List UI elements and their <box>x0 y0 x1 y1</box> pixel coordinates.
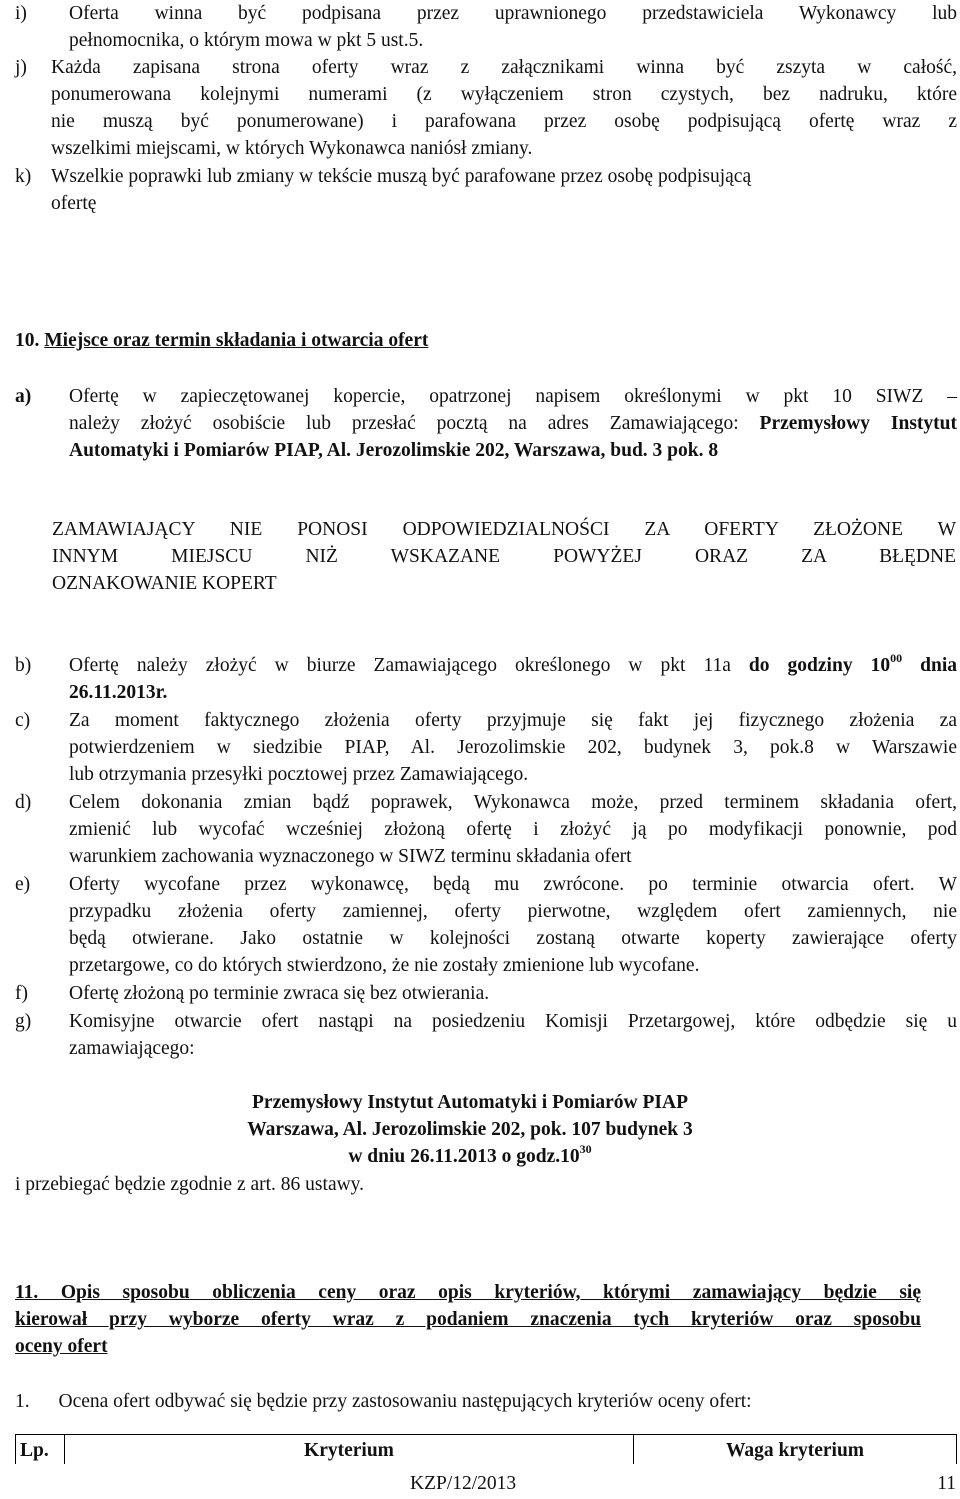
item-label: e) <box>15 874 31 895</box>
deadline-time <box>748 651 958 676</box>
item-text-line: Komisyjne otwarcie ofert nastąpi na posiedzeniu Komisji Przetargowej, które odbędzie się u <box>69 1011 957 1032</box>
item-text-line: ponumerowana kolejnymi numerami (z wyłączeniem stron czystych, bez nadruku, które <box>51 84 957 105</box>
point-label: 1. <box>15 1391 30 1412</box>
list-item-g <box>15 1008 957 1062</box>
superscript: 30 <box>579 1142 592 1156</box>
address-line: Przemysłowy Instytut Automatyki i Pomiarów PIAP <box>252 1092 688 1113</box>
criteria-table <box>15 1434 957 1464</box>
item-text-line: zmienić lub wycofać wcześniej złożoną ofertę i złożyć ją po modyfikacji ponownie, pod <box>69 819 957 840</box>
item-label: d) <box>15 792 32 813</box>
list-item-k <box>15 163 957 217</box>
bold-text: Przemysłowy Instytut <box>759 413 957 434</box>
item-text-line: przetargowe, co do których stwierdzono, że nie zostały zmienione lub wycofane. <box>69 955 700 976</box>
address-line: Warszawa, Al. Jerozolimskie 202, pok. 107 budynek 3 <box>247 1119 693 1140</box>
point-text: Ocena ofert odbywać się będzie przy zastosowaniu następujących kryteriów oceny ofert: <box>58 1391 752 1412</box>
item-text-line: ofertę <box>51 193 97 214</box>
section-number: 10. <box>15 330 40 351</box>
page-number: 11 <box>937 1473 956 1494</box>
section-11-heading <box>15 1279 921 1360</box>
item-text-line: Automatyki i Pomiarów PIAP, Al. Jerozolimskie 202, Warszawa, bud. 3 pok. 8 <box>69 440 719 461</box>
notice-line: INNYM MIEJSCU NIŻ WSKAZANE POWYŻEJ ORAZ ZA BŁĘDNE <box>52 546 956 567</box>
doc-reference: KZP/12/2013 <box>410 1473 517 1494</box>
item-text-line: nie muszą być ponumerowane) i parafowana przez osobę podpisującą ofertę wraz z <box>51 111 957 132</box>
item-text-line: zamawiającego: <box>69 1038 195 1059</box>
list-item-j <box>15 54 957 162</box>
item-text-line: Celem dokonania zmian bądź poprawek, Wykonawca może, przed terminem składania ofert, <box>69 792 957 813</box>
section-10-heading <box>15 327 428 354</box>
item-text-line: Oferty wycofane przez wykonawcę, będą mu zwrócone. po terminie otwarcia ofert. W <box>69 874 957 895</box>
item-text-line: potwierdzeniem w siedzibie PIAP, Al. Jerozolimskie 202, budynek 3, pok.8 w Warszawie <box>69 737 957 758</box>
address-date: w dniu 26.11.2013 o godz.10 <box>348 1146 580 1167</box>
superscript: 00 <box>890 651 903 665</box>
item-text-line: Ofertę w zapieczętowanej kopercie, opatrzonej napisem określonymi w pkt 10 SIWZ – <box>69 386 957 407</box>
section-title: Miejsce oraz termin składania i otwarcia ofert <box>44 330 429 351</box>
item-label: b) <box>15 655 32 676</box>
table-header-criterion: Kryterium <box>65 1435 634 1465</box>
bold-text: do godziny 10 <box>748 655 891 676</box>
plain-text: Ofertę należy złożyć w biurze Zamawiającego określonego w pkt 11a <box>69 655 749 676</box>
item-text-line: lub otrzymania przesyłki pocztowej przez Zamawiającego. <box>69 764 529 785</box>
address-block <box>0 1089 940 1170</box>
list-item-a <box>15 383 957 464</box>
heading-line: kierował przy wyborze oferty wraz z podaniem znaczenia tych kryteriów oraz sposobu <box>15 1309 921 1330</box>
item-label: a) <box>15 386 32 407</box>
heading-line: oceny ofert <box>15 1336 108 1357</box>
item-label: i) <box>15 3 27 24</box>
list-item-d <box>15 789 957 870</box>
address-line <box>0 1143 940 1170</box>
item-text-line <box>69 410 957 437</box>
plain-text: należy złożyć osobiście lub przesłać pocztą na adres Zamawiającego: <box>69 413 760 434</box>
notice-line: OZNAKOWANIE KOPERT <box>52 573 277 594</box>
list-item-c <box>15 707 957 788</box>
item-label: k) <box>15 166 32 187</box>
list-item-f <box>15 980 957 1007</box>
item-text-line: Za moment faktycznego złożenia oferty przyjmuje się fakt jej fizycznego złożenia za <box>69 710 957 731</box>
item-label: j) <box>15 57 27 78</box>
closing-text: i przebiegać będzie zgodnie z art. 86 ustawy. <box>15 1174 365 1195</box>
item-text-line: Oferta winna być podpisana przez uprawnionego przedstawiciela Wykonawcy lub <box>69 3 957 24</box>
item-text-line: wszelkimi miejscami, w których Wykonawca naniósł zmiany. <box>51 138 533 159</box>
bold-text: dnia <box>902 655 958 676</box>
table-header-row <box>16 1435 957 1465</box>
item-text-line: Każda zapisana strona oferty wraz z załącznikami winna być zszyta w całość, <box>51 57 957 78</box>
item-text-line: warunkiem zachowania wyznaczonego w SIWZ terminu składania ofert <box>69 846 632 867</box>
table-header-lp: Lp. <box>16 1435 65 1465</box>
item-text-line: Ofertę złożoną po terminie zwraca się bez otwierania. <box>69 983 490 1004</box>
item-text-line <box>69 652 957 679</box>
item-text-line: będą otwierane. Jako ostatnie w kolejności zostaną otwarte koperty zawierające oferty <box>69 928 957 949</box>
item-label: f) <box>15 983 28 1004</box>
list-item-b <box>15 652 957 706</box>
item-text-line: pełnomocnika, o którym mowa w pkt 5 ust.5. <box>69 30 424 51</box>
item-label: g) <box>15 1011 32 1032</box>
criteria-intro <box>15 1388 752 1415</box>
notice-block <box>52 516 956 597</box>
heading-line: 11. Opis sposobu obliczenia ceny oraz opis kryteriów, którymi zamawiający będzie się <box>15 1282 921 1303</box>
item-text-line: Wszelkie poprawki lub zmiany w tekście muszą być parafowane przez osobę podpisującą <box>51 166 752 187</box>
notice-line: ZAMAWIAJĄCY NIE PONOSI ODPOWIEDZIALNOŚCI ZA OFERTY ZŁOŻONE W <box>52 519 956 540</box>
list-item-i <box>15 0 957 54</box>
item-text-line: przypadku złożenia oferty zamiennej, oferty pierwotne, względem ofert zamiennych, nie <box>69 901 957 922</box>
item-text-line: 26.11.2013r. <box>69 682 168 703</box>
list-item-e <box>15 871 957 979</box>
table-header-weight: Waga kryterium <box>634 1435 957 1465</box>
item-label: c) <box>15 710 31 731</box>
